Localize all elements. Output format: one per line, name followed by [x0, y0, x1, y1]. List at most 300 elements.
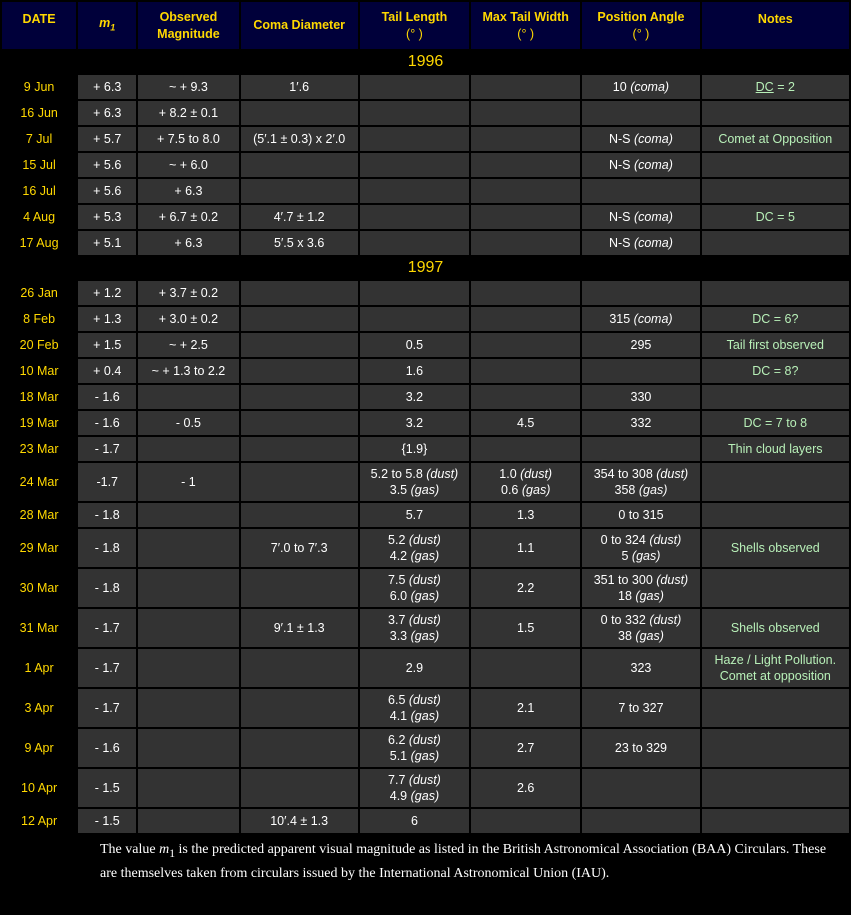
tail-length-qualifier: (gas)	[410, 749, 440, 763]
cell-observed-magnitude: ~ + 1.3 to 2.2	[138, 359, 238, 383]
cell-date: 3 Apr	[2, 689, 76, 727]
cell-date: 19 Mar	[2, 411, 76, 435]
table-row	[2, 689, 849, 727]
position-angle-qualifier: (coma)	[633, 312, 673, 326]
tail-length-qualifier: (gas)	[410, 789, 440, 803]
tail-width-line	[473, 507, 578, 523]
header-max-tail-width-unit: (° )	[517, 26, 535, 41]
cell-notes	[702, 385, 849, 409]
cell-date: 8 Feb	[2, 307, 76, 331]
tail-width-line	[473, 620, 578, 636]
cell-observed-magnitude: - 1	[138, 463, 238, 501]
cell-observed-magnitude: + 6.3	[138, 231, 238, 255]
cell-observed-magnitude: + 7.5 to 8.0	[138, 127, 238, 151]
cell-tail-length	[360, 609, 469, 647]
cell-m1: -1.7	[78, 463, 136, 501]
tail-width-line	[473, 482, 578, 498]
footnote-symbol: m	[159, 842, 170, 857]
tail-width-line	[473, 740, 578, 756]
position-angle-line	[584, 572, 697, 588]
cell-observed-magnitude	[138, 385, 238, 409]
cell-date: 23 Mar	[2, 437, 76, 461]
tail-length-value: 6.5	[388, 693, 406, 707]
footnote	[100, 840, 840, 884]
tail-length-qualifier: (dust)	[408, 573, 441, 587]
table-row	[2, 729, 849, 767]
header-max-tail-width	[471, 2, 580, 49]
position-angle-qualifier: (gas)	[635, 629, 664, 643]
cell-coma-diameter	[241, 729, 358, 767]
cell-observed-magnitude	[138, 689, 238, 727]
cell-m1: - 1.7	[78, 649, 136, 687]
cell-date: 17 Aug	[2, 231, 76, 255]
cell-position-angle	[582, 411, 699, 435]
tail-width-qualifier: (dust)	[520, 467, 553, 481]
cell-coma-diameter	[241, 385, 358, 409]
cell-notes	[702, 609, 849, 647]
cell-observed-magnitude: + 3.7 ± 0.2	[138, 281, 238, 305]
position-angle-line	[584, 415, 697, 431]
position-angle-value: 7 to 327	[618, 701, 664, 715]
position-angle-value: 38	[618, 629, 632, 643]
cell-tail-length	[360, 649, 469, 687]
cell-notes	[702, 729, 849, 767]
cell-max-tail-width	[471, 649, 580, 687]
position-angle-value: 5	[621, 549, 629, 563]
cell-max-tail-width	[471, 385, 580, 409]
tail-length-value: 7.5	[388, 573, 406, 587]
table-row	[2, 179, 849, 203]
cell-position-angle	[582, 729, 699, 767]
cell-max-tail-width	[471, 179, 580, 203]
header-m1-symbol: m	[99, 16, 111, 30]
cell-observed-magnitude: ~ + 2.5	[138, 333, 238, 357]
cell-m1: + 5.6	[78, 179, 136, 203]
table-row	[2, 529, 849, 567]
cell-m1: - 1.5	[78, 769, 136, 807]
cell-m1: - 1.7	[78, 609, 136, 647]
position-angle-qualifier: (gas)	[635, 589, 664, 603]
position-angle-value: N-S	[608, 210, 631, 224]
cell-date: 16 Jul	[2, 179, 76, 203]
cell-max-tail-width	[471, 569, 580, 607]
cell-notes	[702, 689, 849, 727]
cell-position-angle	[582, 359, 699, 383]
cell-coma-diameter	[241, 649, 358, 687]
tail-length-qualifier: (gas)	[410, 483, 440, 497]
table-row	[2, 281, 849, 305]
position-angle-line	[584, 79, 697, 95]
cell-observed-magnitude: + 8.2 ± 0.1	[138, 101, 238, 125]
cell-date: 20 Feb	[2, 333, 76, 357]
cell-m1: - 1.8	[78, 529, 136, 567]
tail-length-qualifier: (dust)	[408, 773, 441, 787]
tail-width-line	[473, 700, 578, 716]
cell-position-angle	[582, 179, 699, 203]
tail-length-qualifier: (gas)	[410, 589, 440, 603]
cell-notes	[702, 529, 849, 567]
cell-observed-magnitude: ~ + 6.0	[138, 153, 238, 177]
tail-length-line	[362, 788, 467, 804]
tail-width-line	[473, 540, 578, 556]
cell-coma-diameter: 5′.5 x 3.6	[241, 231, 358, 255]
year-row	[2, 257, 849, 279]
cell-position-angle	[582, 649, 699, 687]
cell-m1: - 1.8	[78, 569, 136, 607]
position-angle-qualifier: (coma)	[630, 80, 670, 94]
cell-tail-length	[360, 153, 469, 177]
tail-length-line	[362, 732, 467, 748]
cell-date: 16 Jun	[2, 101, 76, 125]
tail-length-line	[362, 482, 467, 498]
position-angle-value: 351 to 300	[593, 573, 653, 587]
header-tail-length	[360, 2, 469, 49]
cell-tail-length	[360, 463, 469, 501]
cell-observed-magnitude: + 3.0 ± 0.2	[138, 307, 238, 331]
cell-date: 29 Mar	[2, 529, 76, 567]
year-label: 1997	[2, 257, 849, 279]
tail-length-line	[362, 772, 467, 788]
cell-m1: - 1.7	[78, 689, 136, 727]
table-row	[2, 385, 849, 409]
cell-max-tail-width	[471, 333, 580, 357]
cell-position-angle	[582, 769, 699, 807]
cell-tail-length	[360, 809, 469, 833]
tail-width-value: 1.1	[516, 541, 535, 555]
cell-notes	[702, 75, 849, 99]
cell-m1: + 5.1	[78, 231, 136, 255]
tail-width-value: 1.3	[516, 508, 535, 522]
tail-length-value: 4.2	[389, 549, 408, 563]
tail-width-value: 1.0	[499, 467, 517, 481]
cell-max-tail-width	[471, 769, 580, 807]
position-angle-value: 0 to 332	[600, 613, 646, 627]
cell-observed-magnitude	[138, 649, 238, 687]
tail-length-value: 6.2	[388, 733, 406, 747]
tail-width-value: 2.1	[516, 701, 535, 715]
tail-length-line	[362, 548, 467, 564]
cell-max-tail-width	[471, 153, 580, 177]
header-notes: Notes	[702, 2, 849, 49]
cell-position-angle	[582, 231, 699, 255]
note-line: Tail first observed	[726, 338, 824, 352]
tail-length-value: 7.7	[388, 773, 406, 787]
tail-width-line	[473, 415, 578, 431]
cell-tail-length	[360, 281, 469, 305]
position-angle-qualifier: (coma)	[634, 236, 673, 250]
cell-date: 31 Mar	[2, 609, 76, 647]
cell-date: 18 Mar	[2, 385, 76, 409]
cell-date: 7 Jul	[2, 127, 76, 151]
cell-max-tail-width	[471, 127, 580, 151]
cell-tail-length	[360, 411, 469, 435]
table-row	[2, 307, 849, 331]
tail-length-qualifier: (dust)	[408, 613, 441, 627]
cell-observed-magnitude: - 0.5	[138, 411, 238, 435]
cell-tail-length	[360, 75, 469, 99]
cell-tail-length	[360, 101, 469, 125]
position-angle-line	[584, 740, 697, 756]
position-angle-value: 10	[612, 80, 627, 94]
tail-length-line	[362, 507, 467, 523]
header-tail-length-label: Tail Length	[381, 9, 448, 24]
cell-notes	[702, 179, 849, 203]
cell-notes	[702, 153, 849, 177]
cell-position-angle	[582, 127, 699, 151]
cell-position-angle	[582, 437, 699, 461]
cell-coma-diameter	[241, 307, 358, 331]
tail-length-qualifier: (gas)	[410, 549, 440, 563]
cell-m1: + 1.5	[78, 333, 136, 357]
footnote-text: is the predicted apparent visual magnitude as listed in the British Astronomical Association (BAA) Circulars. These are themselves taken from circulars issued by the International Astronomical Union (IAU).	[100, 842, 827, 881]
position-angle-value: 332	[630, 416, 652, 430]
year-label: 1996	[2, 51, 849, 73]
tail-length-value: 4.9	[389, 789, 408, 803]
cell-position-angle	[582, 529, 699, 567]
position-angle-value: 323	[630, 661, 652, 675]
table-row	[2, 153, 849, 177]
cell-position-angle	[582, 609, 699, 647]
cell-observed-magnitude	[138, 609, 238, 647]
cell-coma-diameter: 10′.4 ± 1.3	[241, 809, 358, 833]
tail-length-value: 5.2	[388, 533, 406, 547]
cell-coma-diameter	[241, 153, 358, 177]
header-max-tail-width-label: Max Tail Width	[482, 9, 569, 24]
tail-width-value: 2.6	[516, 781, 535, 795]
cell-notes	[702, 281, 849, 305]
position-angle-value: 354 to 308	[593, 467, 653, 481]
cell-max-tail-width	[471, 411, 580, 435]
cell-position-angle	[582, 503, 699, 527]
position-angle-value: 0 to 324	[600, 533, 646, 547]
header-position-angle-unit: (° )	[632, 26, 650, 41]
cell-tail-length	[360, 333, 469, 357]
cell-max-tail-width	[471, 75, 580, 99]
cell-observed-magnitude: + 6.7 ± 0.2	[138, 205, 238, 229]
position-angle-qualifier: (dust)	[649, 533, 682, 547]
note-line: Comet at opposition	[719, 669, 831, 683]
cell-max-tail-width	[471, 205, 580, 229]
cell-notes	[702, 809, 849, 833]
cell-observed-magnitude	[138, 729, 238, 767]
table-row	[2, 333, 849, 357]
tail-length-line	[362, 389, 467, 405]
position-angle-line	[584, 612, 697, 628]
cell-date: 15 Jul	[2, 153, 76, 177]
cell-tail-length	[360, 307, 469, 331]
table-row	[2, 359, 849, 383]
cell-m1: + 0.4	[78, 359, 136, 383]
header-position-angle	[582, 2, 699, 49]
dc-abbreviation: DC	[755, 80, 774, 94]
cell-notes	[702, 463, 849, 501]
cell-date: 1 Apr	[2, 649, 76, 687]
tail-width-value: 2.7	[516, 741, 535, 755]
tail-length-line	[362, 441, 467, 457]
tail-width-line	[473, 780, 578, 796]
tail-length-qualifier: (dust)	[408, 533, 441, 547]
table-body	[2, 51, 849, 833]
cell-position-angle	[582, 281, 699, 305]
table-row	[2, 463, 849, 501]
cell-notes	[702, 359, 849, 383]
note-line: DC = 5	[755, 210, 795, 224]
cell-date: 9 Jun	[2, 75, 76, 99]
tail-length-line	[362, 337, 467, 353]
table-row	[2, 205, 849, 229]
position-angle-line	[584, 482, 697, 498]
position-angle-qualifier: (dust)	[656, 573, 689, 587]
cell-max-tail-width	[471, 437, 580, 461]
position-angle-line	[584, 588, 697, 604]
cell-tail-length	[360, 769, 469, 807]
table-row	[2, 503, 849, 527]
position-angle-value: N-S	[608, 158, 631, 172]
cell-position-angle	[582, 205, 699, 229]
tail-length-value: 3.5	[389, 483, 408, 497]
footnote-prefix: The value	[100, 842, 156, 857]
table-row	[2, 809, 849, 833]
position-angle-line	[584, 311, 697, 327]
tail-length-line	[362, 708, 467, 724]
cell-coma-diameter	[241, 689, 358, 727]
position-angle-line	[584, 157, 697, 173]
note-line: DC = 6?	[752, 312, 799, 326]
cell-observed-magnitude	[138, 437, 238, 461]
cell-date: 9 Apr	[2, 729, 76, 767]
position-angle-value: 315	[609, 312, 631, 326]
cell-max-tail-width	[471, 281, 580, 305]
position-angle-line	[584, 660, 697, 676]
cell-position-angle	[582, 307, 699, 331]
position-angle-qualifier: (gas)	[638, 483, 668, 497]
cell-coma-diameter	[241, 101, 358, 125]
cell-notes	[702, 231, 849, 255]
cell-date: 26 Jan	[2, 281, 76, 305]
cell-coma-diameter	[241, 333, 358, 357]
header-row	[2, 2, 849, 49]
header-m1-sub: 1	[110, 22, 116, 33]
cell-tail-length	[360, 569, 469, 607]
cell-m1: - 1.6	[78, 385, 136, 409]
tail-length-line	[362, 466, 467, 482]
tail-length-value: 5.7	[405, 508, 424, 522]
cell-position-angle	[582, 463, 699, 501]
position-angle-qualifier: (gas)	[631, 549, 661, 563]
header-m1	[78, 2, 136, 49]
cell-coma-diameter	[241, 411, 358, 435]
cell-max-tail-width	[471, 463, 580, 501]
tail-length-value: 3.7	[388, 613, 406, 627]
cell-m1: + 1.3	[78, 307, 136, 331]
note-line: Shells observed	[730, 541, 820, 555]
table-row	[2, 75, 849, 99]
cell-notes	[702, 101, 849, 125]
note-line: Shells observed	[730, 621, 820, 635]
position-angle-line	[584, 507, 697, 523]
cell-position-angle	[582, 75, 699, 99]
tail-length-qualifier: (dust)	[426, 467, 459, 481]
cell-m1: + 5.6	[78, 153, 136, 177]
position-angle-line	[584, 700, 697, 716]
cell-tail-length	[360, 179, 469, 203]
note-line: Comet at Opposition	[718, 132, 833, 146]
header-observed-magnitude: Observed Magnitude	[138, 2, 238, 49]
cell-coma-diameter	[241, 569, 358, 607]
cell-coma-diameter	[241, 281, 358, 305]
cell-observed-magnitude	[138, 769, 238, 807]
cell-max-tail-width	[471, 307, 580, 331]
cell-notes	[702, 769, 849, 807]
cell-notes	[702, 411, 849, 435]
cell-coma-diameter	[241, 769, 358, 807]
cell-observed-magnitude	[138, 809, 238, 833]
cell-tail-length	[360, 385, 469, 409]
tail-length-line	[362, 813, 467, 829]
header-date: DATE	[2, 2, 76, 49]
cell-observed-magnitude: + 6.3	[138, 179, 238, 203]
position-angle-qualifier: (dust)	[649, 613, 682, 627]
tail-length-value: 6	[410, 814, 418, 828]
cell-m1: - 1.7	[78, 437, 136, 461]
tail-width-value: 1.5	[516, 621, 535, 635]
cell-coma-diameter: (5′.1 ± 0.3) x 2′.0	[241, 127, 358, 151]
tail-length-qualifier: (gas)	[410, 709, 440, 723]
tail-length-line	[362, 588, 467, 604]
cell-notes	[702, 503, 849, 527]
cell-coma-diameter: 4′.7 ± 1.2	[241, 205, 358, 229]
tail-length-value: 5.2 to 5.8	[370, 467, 423, 481]
cell-max-tail-width	[471, 359, 580, 383]
position-angle-line	[584, 235, 697, 251]
position-angle-value: 23 to 329	[614, 741, 668, 755]
cell-m1: + 5.3	[78, 205, 136, 229]
tail-width-line	[473, 466, 578, 482]
cell-coma-diameter	[241, 503, 358, 527]
tail-length-value: 3.2	[405, 390, 424, 404]
tail-length-value: 1.6	[405, 364, 424, 378]
cell-date: 28 Mar	[2, 503, 76, 527]
cell-m1: + 6.3	[78, 101, 136, 125]
note-line: DC = 7 to 8	[743, 416, 808, 430]
tail-length-line	[362, 612, 467, 628]
cell-notes	[702, 307, 849, 331]
cell-max-tail-width	[471, 101, 580, 125]
cell-coma-diameter	[241, 463, 358, 501]
tail-width-line	[473, 580, 578, 596]
cell-date: 30 Mar	[2, 569, 76, 607]
cell-tail-length	[360, 359, 469, 383]
note-line: Haze / Light Pollution.	[714, 653, 837, 667]
tail-length-value: 5.1	[389, 749, 408, 763]
cell-coma-diameter	[241, 437, 358, 461]
tail-length-line	[362, 532, 467, 548]
cell-m1: + 6.3	[78, 75, 136, 99]
tail-length-qualifier: (dust)	[408, 733, 441, 747]
position-angle-line	[584, 337, 697, 353]
table-row	[2, 609, 849, 647]
year-row	[2, 51, 849, 73]
position-angle-qualifier: (coma)	[634, 132, 673, 146]
position-angle-value: 295	[630, 338, 652, 352]
tail-length-value: 2.9	[405, 661, 424, 675]
cell-notes	[702, 333, 849, 357]
tail-length-value: 3.3	[389, 629, 408, 643]
cell-position-angle	[582, 333, 699, 357]
cell-position-angle	[582, 689, 699, 727]
tail-length-line	[362, 660, 467, 676]
cell-position-angle	[582, 153, 699, 177]
